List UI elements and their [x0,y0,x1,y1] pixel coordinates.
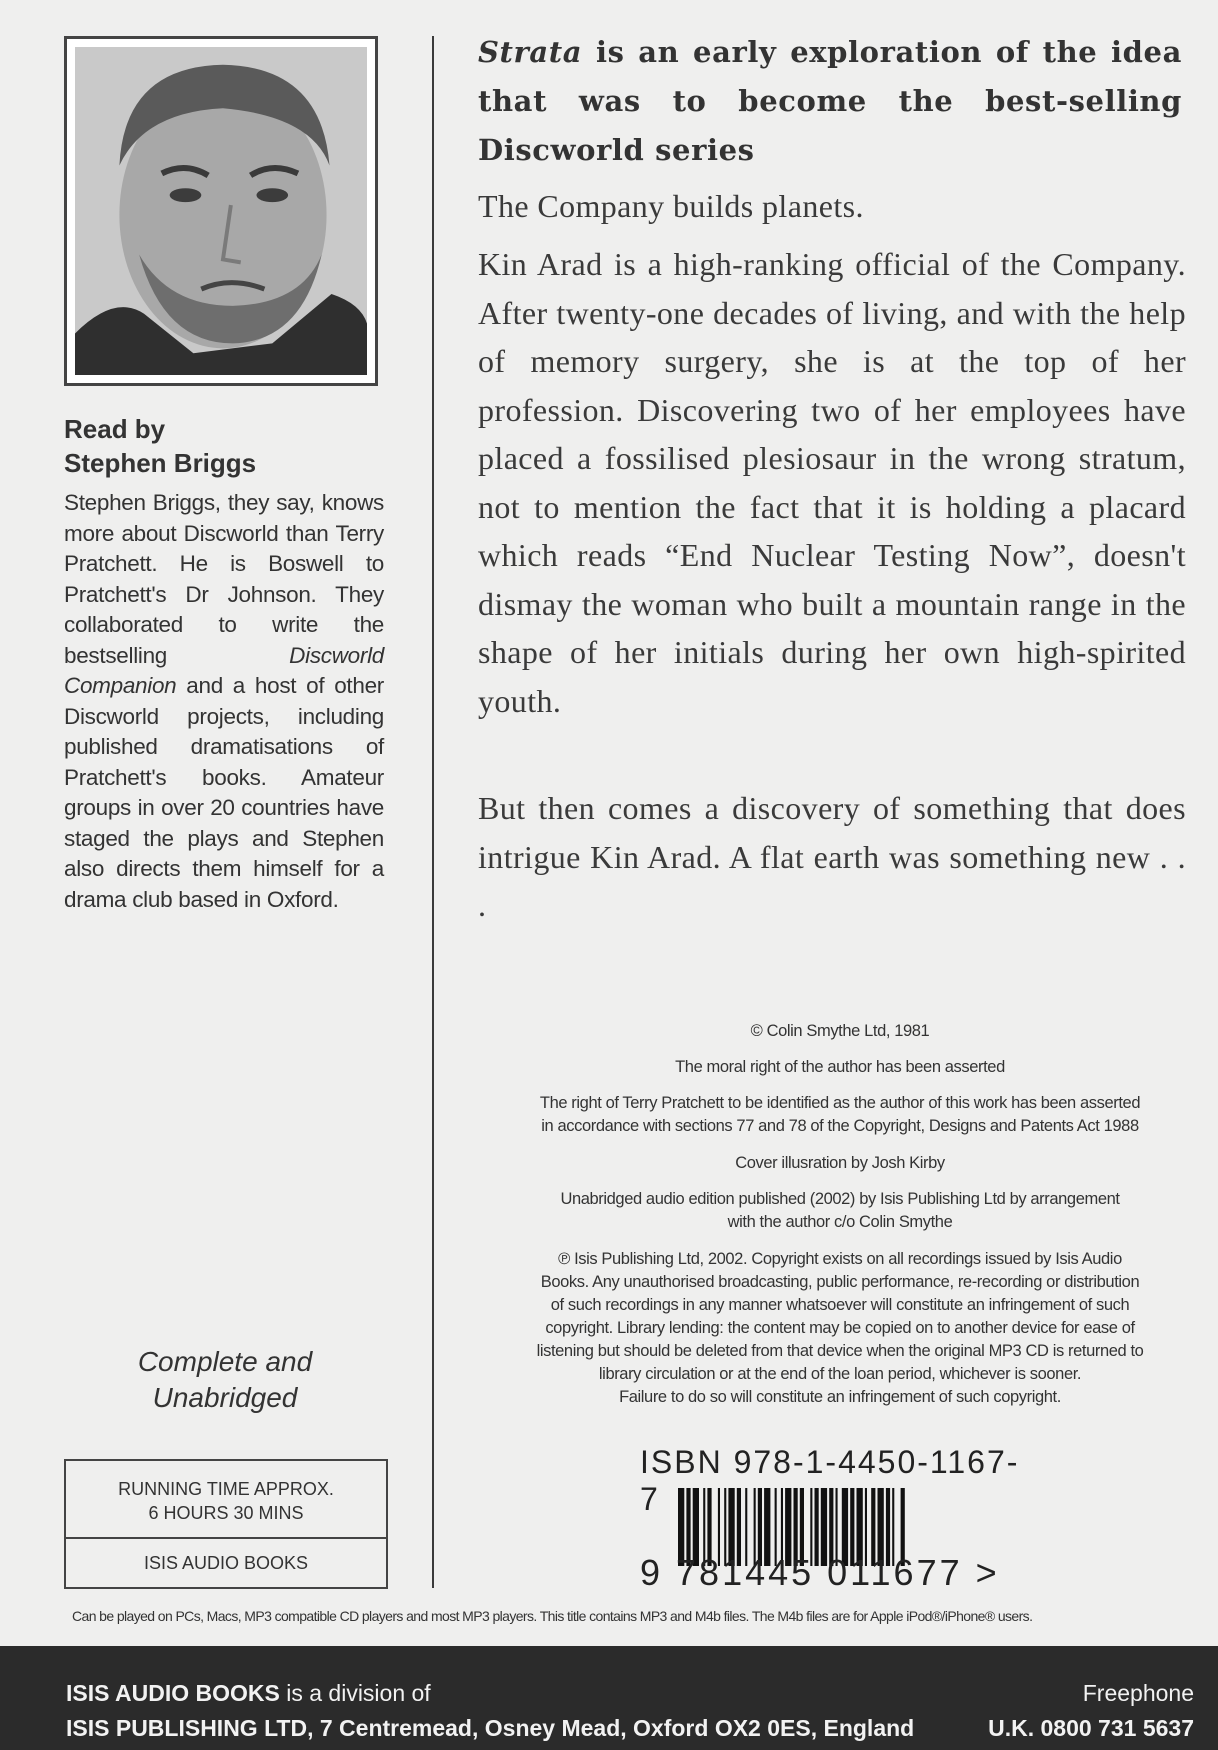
publisher-division: is a division of [279,1680,431,1706]
copyright-line: © Colin Smythe Ltd, 1981 [750,1022,930,1040]
blurb-paragraph-1: The Company builds planets. [478,188,864,224]
reader-heading [64,412,394,480]
moral-right-line: The moral right of the author has been asserted [675,1058,1005,1076]
phono-line4: copyright. Library lending: the content may be copied on to another device for ease of [545,1319,1135,1337]
freephone-label: Freephone [1082,1680,1194,1706]
publisher-line2: ISIS PUBLISHING LTD, 7 Centremead, Osney Mead, Oxford OX2 0ES, England [66,1715,915,1741]
phono-line2: Books. Any unauthorised broadcasting, public performance, re-recording or distribution [540,1273,1140,1291]
reader-photo-frame [64,36,378,386]
isbn-label: ISBN 978-1-4450-1167-7 [640,1444,1020,1517]
barcode-digits: 9 781445 011677 > [640,1552,1000,1593]
freephone-number: U.K. 0800 731 5637 [988,1715,1194,1741]
publisher-line1 [66,1676,914,1711]
runtime-line2: 6 HOURS 30 MINS [148,1503,304,1523]
edition-info-line1: Unabridged audio edition published (2002) by Isis Publishing Ltd by arrangement [560,1190,1120,1208]
book-title: Strata [478,35,583,69]
runtime-publisher: ISIS AUDIO BOOKS [143,1553,309,1573]
reader-photo [75,47,367,375]
runtime-line1: RUNNING TIME APPROX. [118,1479,334,1499]
freephone-block [988,1676,1194,1746]
identified-block [500,1092,1180,1138]
phono-line3: of such recordings in any manner whatsoever will constitute an infringement of such [550,1296,1130,1314]
edition-line1: Complete and [137,1346,313,1377]
footer-band [0,1646,1218,1750]
edition-line2: Unabridged [152,1382,298,1413]
portrait-image [75,47,367,375]
reader-bio-italic: Discworld Companion [64,642,384,698]
reader-bio-part1: Stephen Briggs, they say, knows more about Discworld than Terry Pratchett. He is Boswell to Pratchett's Dr Johnson. They collaborated to write the bestselling [64,490,384,668]
runtime-box [64,1459,388,1589]
edition-label [64,1344,386,1416]
reader-name: Stephen Briggs [64,448,257,478]
blurb-paragraph-2: Kin Arad is a high-ranking official of the Company. After twenty-one decades of living, and with the help of memory surgery, she is at the top of her profession. Discovering two of her employees have placed a fossilised plesiosaur in the wrong stratum, not to mention the fact that it is holding a placard which reads “End Nuclear Testing Now”, doesn't dismay the woman who built a mountain range in the shape of her initials during her own high-spirited youth. [478,246,1186,719]
publisher-brand: ISIS AUDIO BOOKS [66,1680,280,1706]
column-divider [432,36,434,1588]
edition-info-line2: with the author c/o Colin Smythe [727,1213,953,1231]
reader-heading-line1: Read by [64,414,166,444]
phono-line1: ℗ Isis Publishing Ltd, 2002. Copyright exists on all recordings issued by Isis Audio [558,1250,1122,1268]
publisher-address [66,1676,914,1746]
blurb-lead-rest: is an early exploration of the idea that was to become the best-selling Discworld series [478,35,1182,167]
blurb-paragraph-3: But then comes a discovery of something that does intrigue Kin Arad. A flat earth was something new . . . [478,790,1186,923]
reader-bio [64,488,384,915]
runtime-info [66,1461,386,1539]
phonographic-notice [500,1248,1180,1409]
phono-line7: Failure to do so will constitute an infringement of such copyright. [619,1388,1061,1406]
cover-credit: Cover illusration by Josh Kirby [735,1154,945,1172]
phono-line6: library circulation or at the end of the loan period, whichever is sooner. [598,1365,1082,1383]
blurb-lead [478,28,1182,175]
identified-line2: in accordance with sections 77 and 78 of the Copyright, Designs and Patents Act 1988 [541,1117,1139,1135]
phono-line5: listening but should be deleted from that device when the original MP3 CD is returned to [536,1342,1144,1360]
identified-line1: The right of Terry Pratchett to be identified as the author of this work has been asserted [539,1094,1141,1112]
reader-bio-part2: and a host of other Discworld projects, including published dramatisations of Pratchett's books. Amateur groups in over 20 countries have staged the plays and Stephen also directs them himself for a drama club based in Oxford. [64,673,384,912]
edition-block [500,1188,1180,1234]
compatibility-note: Can be played on PCs, Macs, MP3 compatible CD players and most MP3 players. This title contains MP3 and M4b files. The M4b files are for Apple iPod®/iPhone® users. [72,1608,1033,1624]
